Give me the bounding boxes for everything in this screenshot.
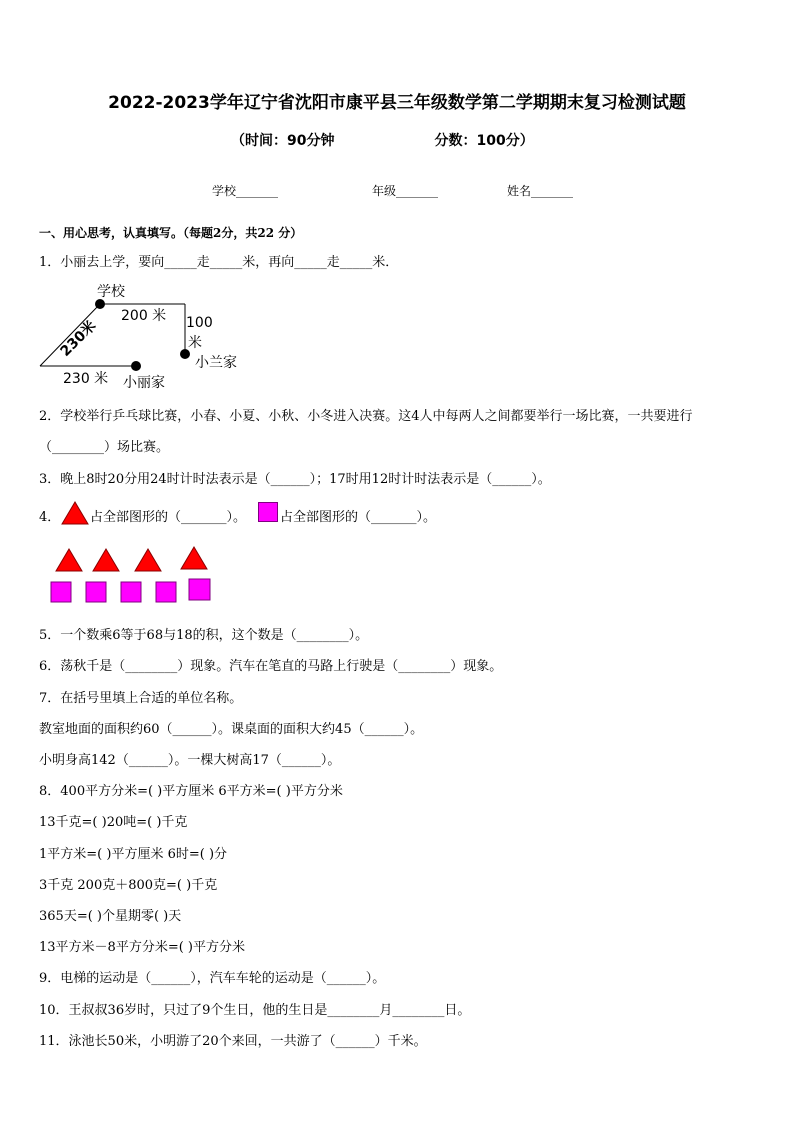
label-230m: 230 米 bbox=[63, 371, 109, 387]
question-8-line-6: 13平方米－8平方分米=( )平方分米 bbox=[39, 940, 245, 955]
grade-field: 年级_______ bbox=[372, 184, 439, 198]
question-8-line-2: 13千克=( )20吨=( )千克 bbox=[39, 815, 188, 830]
square-shape bbox=[156, 582, 176, 602]
question-4-number: 4． bbox=[39, 510, 61, 525]
exam-time: （时间：90分钟 bbox=[231, 133, 335, 149]
triangle-shape bbox=[135, 549, 161, 571]
school-field: 学校_______ bbox=[212, 184, 279, 198]
question-7-line-1: 教室地面的面积约60（______）。课桌面的面积大约45（______）。 bbox=[39, 722, 424, 737]
triangle-shape bbox=[56, 549, 82, 571]
triangle-shape bbox=[181, 547, 207, 569]
square-shape bbox=[86, 582, 106, 602]
label-school: 学校 bbox=[97, 284, 125, 300]
question-2-line-1: 2．学校举行乒乓球比赛，小春、小夏、小秋、小冬进入决赛。这4人中每两人之间都要举行一场比赛，一共要进行 bbox=[39, 409, 693, 424]
question-8-line-3: 1平方米=( )平方厘米 6时=( )分 bbox=[39, 847, 228, 862]
question-2-line-2: （________）场比赛。 bbox=[39, 440, 170, 455]
label-100: 100 bbox=[186, 315, 213, 331]
question-8-line-4: 3千克 200克＋800克=( )千克 bbox=[39, 878, 218, 893]
square-shape bbox=[189, 579, 210, 600]
question-4-triangle-text: 占全部图形的（_______）。 bbox=[90, 510, 247, 525]
question-7: 7．在括号里填上合适的单位名称。 bbox=[39, 691, 243, 706]
question-6: 6．荡秋千是（________）现象。汽车在笔直的马路上行驶是（________）现象。 bbox=[39, 659, 503, 674]
question-9: 9．电梯的运动是（______），汽车车轮的运动是（______）。 bbox=[39, 971, 386, 986]
label-xiaoli-home: 小丽家 bbox=[123, 375, 165, 391]
question-8-line-5: 365天=( )个星期零( )天 bbox=[39, 909, 182, 924]
question-5: 5．一个数乘6等于68与18的积，这个数是（________）。 bbox=[39, 628, 369, 643]
square-shape bbox=[51, 582, 71, 602]
section-heading: 一、用心思考，认真填写。（每题2分，共22 分） bbox=[39, 226, 303, 240]
label-200m: 200 米 bbox=[121, 308, 167, 324]
square-icon bbox=[258, 502, 278, 522]
route-diagram bbox=[30, 275, 260, 400]
label-xiaolan-home: 小兰家 bbox=[195, 355, 237, 371]
question-4-square-text: 占全部图形的（_______）。 bbox=[280, 510, 437, 525]
exam-score: 分数：100分） bbox=[434, 133, 534, 149]
exam-meta bbox=[231, 130, 534, 150]
question-7-line-2: 小明身高142（______）。一棵大树高17（______）。 bbox=[39, 753, 341, 768]
school-point bbox=[95, 299, 105, 309]
square-shape bbox=[121, 582, 141, 602]
triangle-icon bbox=[60, 500, 90, 526]
question-3: 3．晚上8时20分用24时计时法表示是（______）；17时用12时计时法表示是（______）。 bbox=[39, 472, 551, 487]
page-title: 2022-2023学年辽宁省沈阳市康平县三年级数学第二学期期末复习检测试题 bbox=[108, 93, 686, 113]
question-1: 1．小丽去上学，要向_____走_____米，再向_____走_____米． bbox=[39, 255, 399, 270]
name-field: 姓名_______ bbox=[507, 184, 574, 198]
triangle-shape bbox=[93, 549, 119, 571]
shapes-group bbox=[50, 546, 220, 606]
question-8-line-1: 8．400平方分米=( )平方厘米 6平方米=( )平方分米 bbox=[39, 784, 343, 799]
question-4 bbox=[39, 506, 60, 525]
label-230m-diagonal: 230米 bbox=[57, 317, 100, 360]
question-11: 11．泳池长50米，小明游了20个来回，一共游了（______）千米。 bbox=[39, 1034, 427, 1049]
question-10: 10．王叔叔36岁时，只过了9个生日，他的生日是________月________日。 bbox=[39, 1003, 471, 1018]
label-100-unit: 米 bbox=[188, 335, 202, 351]
xiaoli-home-point bbox=[131, 361, 141, 371]
